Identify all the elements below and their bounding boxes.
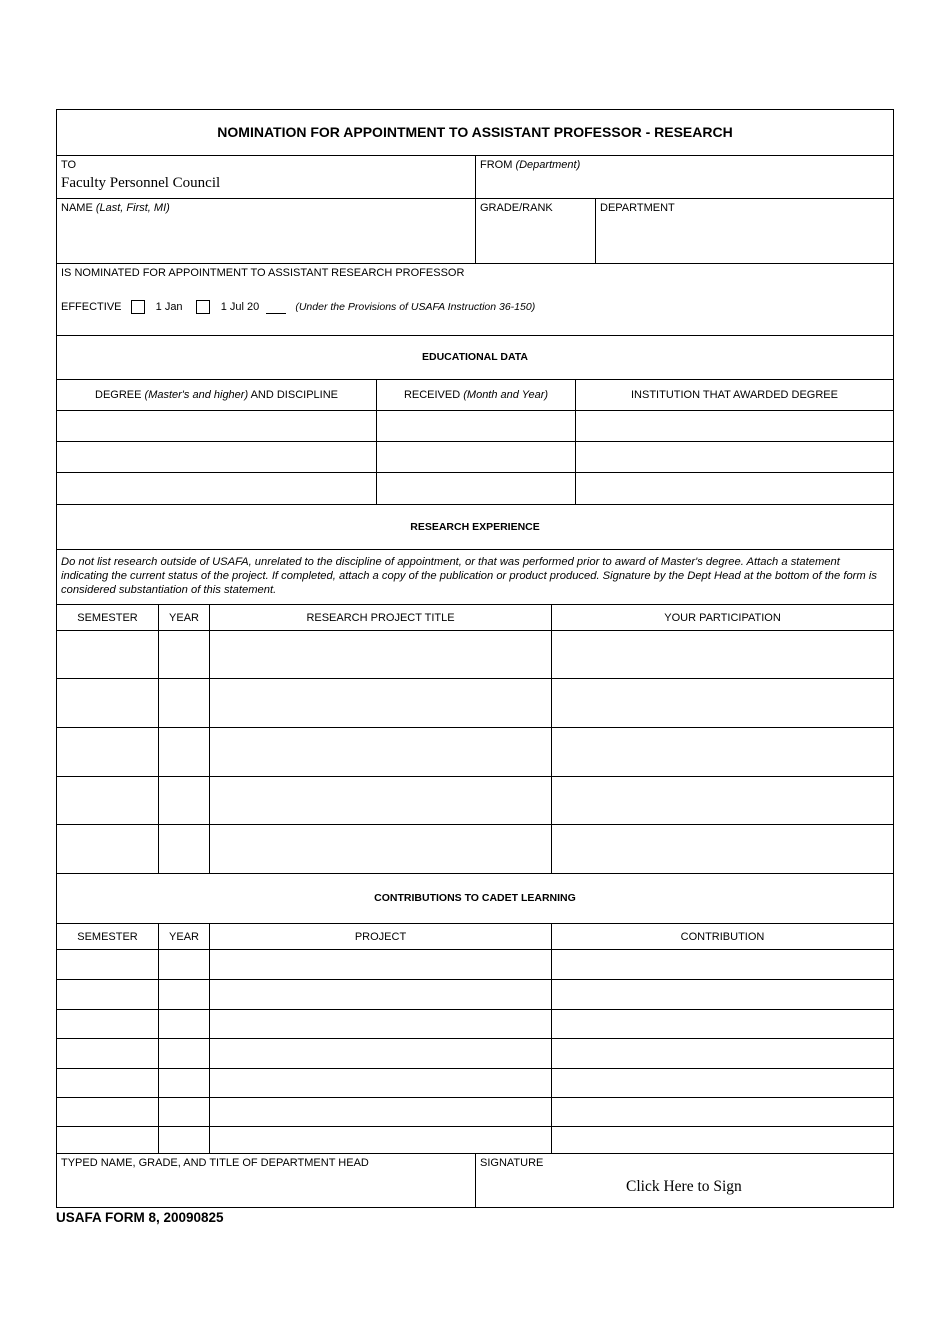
table-row [57, 728, 893, 777]
received-input[interactable] [376, 411, 575, 441]
nomination-form [56, 109, 894, 1208]
contribution-input[interactable] [551, 950, 893, 979]
table-row [57, 679, 893, 728]
year-input[interactable] [158, 980, 209, 1009]
signature-label: SIGNATURE [480, 1157, 544, 1169]
table-row [57, 825, 893, 874]
project-input[interactable] [209, 950, 551, 979]
project-title-input[interactable] [209, 777, 551, 824]
to-value[interactable]: Faculty Personnel Council [61, 175, 221, 191]
year-input[interactable] [158, 1010, 209, 1038]
effective-label: EFFECTIVE [61, 300, 122, 313]
year-input[interactable] [158, 728, 209, 776]
col-year: YEAR [158, 924, 209, 949]
educational-data-header [57, 336, 893, 380]
year-input[interactable] [266, 300, 286, 314]
col-semester: SEMESTER [77, 612, 138, 624]
semester-input[interactable] [57, 1069, 158, 1097]
year-input[interactable] [158, 1127, 209, 1153]
from-field[interactable] [475, 156, 893, 198]
jul-checkbox[interactable] [196, 300, 210, 314]
received-input[interactable] [376, 442, 575, 472]
year-input[interactable] [158, 950, 209, 979]
to-from-row [57, 156, 893, 199]
signature-field[interactable] [475, 1154, 893, 1207]
contribution-input[interactable] [551, 980, 893, 1009]
semester-input[interactable] [57, 980, 158, 1009]
effective-line [61, 300, 535, 314]
table-row [57, 631, 893, 679]
semester-input[interactable] [57, 631, 158, 678]
col-participation: YOUR PARTICIPATION [551, 605, 893, 630]
to-field[interactable] [57, 156, 475, 198]
year-input[interactable] [158, 631, 209, 678]
cadet-learning-title: CONTRIBUTIONS TO CADET LEARNING [374, 892, 576, 904]
table-row [57, 950, 893, 980]
table-row [57, 980, 893, 1010]
contribution-input[interactable] [551, 1069, 893, 1097]
cadet-learning-header [57, 874, 893, 924]
project-input[interactable] [209, 1039, 551, 1068]
signature-row [57, 1154, 893, 1207]
semester-input[interactable] [57, 1010, 158, 1038]
semester-input[interactable] [57, 950, 158, 979]
semester-input[interactable] [57, 825, 158, 873]
form-footer: USAFA FORM 8, 20090825 [56, 1210, 224, 1225]
table-row [57, 411, 893, 442]
year-input[interactable] [158, 1098, 209, 1126]
participation-input[interactable] [551, 631, 893, 678]
research-columns [57, 605, 893, 631]
year-input[interactable] [158, 825, 209, 873]
table-row [57, 777, 893, 825]
table-row [57, 1069, 893, 1098]
year-input[interactable] [158, 1039, 209, 1068]
nomination-text: IS NOMINATED FOR APPOINTMENT TO ASSISTANT RESEARCH PROFESSOR [61, 267, 465, 279]
educational-data-columns [57, 380, 893, 411]
col-project-title: RESEARCH PROJECT TITLE [209, 605, 551, 630]
semester-input[interactable] [57, 1039, 158, 1068]
department-label: DEPARTMENT [600, 202, 675, 214]
cadet-learning-columns [57, 924, 893, 950]
jan-checkbox[interactable] [131, 300, 145, 314]
participation-input[interactable] [551, 728, 893, 776]
title-row [57, 110, 893, 156]
degree-input[interactable] [57, 411, 376, 441]
department-head-label: TYPED NAME, GRADE, AND TITLE OF DEPARTMENT HEAD [61, 1157, 369, 1169]
col-year: YEAR [158, 605, 209, 630]
table-row [57, 442, 893, 473]
research-note: Do not list research outside of USAFA, unrelated to the discipline of appointment, or that was performed prior to award of Master's degree. Attach a statement indicating the current status of the project. If completed, attach a copy of the publication or product produced. Signature by the Dept Head at the bottom of the form is considered substantiation of this statement. [61, 556, 877, 596]
project-input[interactable] [209, 1127, 551, 1153]
semester-input[interactable] [57, 777, 158, 824]
participation-input[interactable] [551, 679, 893, 727]
click-to-sign-button[interactable]: Click Here to Sign [626, 1178, 742, 1195]
educational-data-title: EDUCATIONAL DATA [422, 351, 528, 363]
department-head-field[interactable] [57, 1154, 475, 1207]
degree-input[interactable] [57, 473, 376, 504]
table-row [57, 1039, 893, 1069]
contribution-input[interactable] [551, 1127, 893, 1153]
from-label: FROM (Department) [480, 159, 581, 171]
research-note-row [57, 550, 893, 605]
project-title-input[interactable] [209, 631, 551, 678]
semester-input[interactable] [57, 728, 158, 776]
contribution-input[interactable] [551, 1039, 893, 1068]
form-title: NOMINATION FOR APPOINTMENT TO ASSISTANT PROFESSOR - RESEARCH [217, 124, 733, 140]
institution-input[interactable] [575, 473, 893, 504]
grade-rank-label: GRADE/RANK [480, 202, 553, 214]
name-row [57, 199, 893, 264]
semester-input[interactable] [57, 1127, 158, 1153]
table-row [57, 473, 893, 505]
contribution-input[interactable] [551, 1010, 893, 1038]
project-input[interactable] [209, 1069, 551, 1097]
contribution-input[interactable] [551, 1098, 893, 1126]
table-row [57, 1098, 893, 1127]
semester-input[interactable] [57, 1098, 158, 1126]
received-input[interactable] [376, 473, 575, 504]
name-label: NAME (Last, First, MI) [61, 202, 170, 214]
provision-text: (Under the Provisions of USAFA Instruction 36-150) [295, 300, 536, 313]
research-experience-header [57, 505, 893, 550]
nomination-row [57, 264, 893, 336]
project-input[interactable] [209, 1010, 551, 1038]
department-field[interactable] [595, 199, 893, 263]
col-semester: SEMESTER [77, 931, 138, 943]
project-title-input[interactable] [209, 825, 551, 873]
participation-input[interactable] [551, 777, 893, 824]
name-field[interactable] [57, 199, 475, 263]
project-title-input[interactable] [209, 679, 551, 727]
col-received: RECEIVED (Month and Year) [376, 380, 575, 410]
project-title-input[interactable] [209, 728, 551, 776]
col-institution: INSTITUTION THAT AWARDED DEGREE [575, 380, 893, 410]
jul-label: 1 Jul 20 [220, 300, 260, 313]
col-contribution: CONTRIBUTION [551, 924, 893, 949]
institution-input[interactable] [575, 442, 893, 472]
year-input[interactable] [158, 777, 209, 824]
table-row [57, 1127, 893, 1154]
year-input[interactable] [158, 679, 209, 727]
project-input[interactable] [209, 1098, 551, 1126]
to-label: TO [61, 159, 77, 171]
jan-label: 1 Jan [155, 300, 183, 313]
year-input[interactable] [158, 1069, 209, 1097]
grade-rank-field[interactable] [475, 199, 595, 263]
project-input[interactable] [209, 980, 551, 1009]
degree-input[interactable] [57, 442, 376, 472]
col-degree: DEGREE (Master's and higher) AND DISCIPLINE [95, 389, 338, 401]
table-row [57, 1010, 893, 1039]
institution-input[interactable] [575, 411, 893, 441]
participation-input[interactable] [551, 825, 893, 873]
col-project: PROJECT [209, 924, 551, 949]
research-experience-title: RESEARCH EXPERIENCE [410, 521, 540, 533]
semester-input[interactable] [57, 679, 158, 727]
